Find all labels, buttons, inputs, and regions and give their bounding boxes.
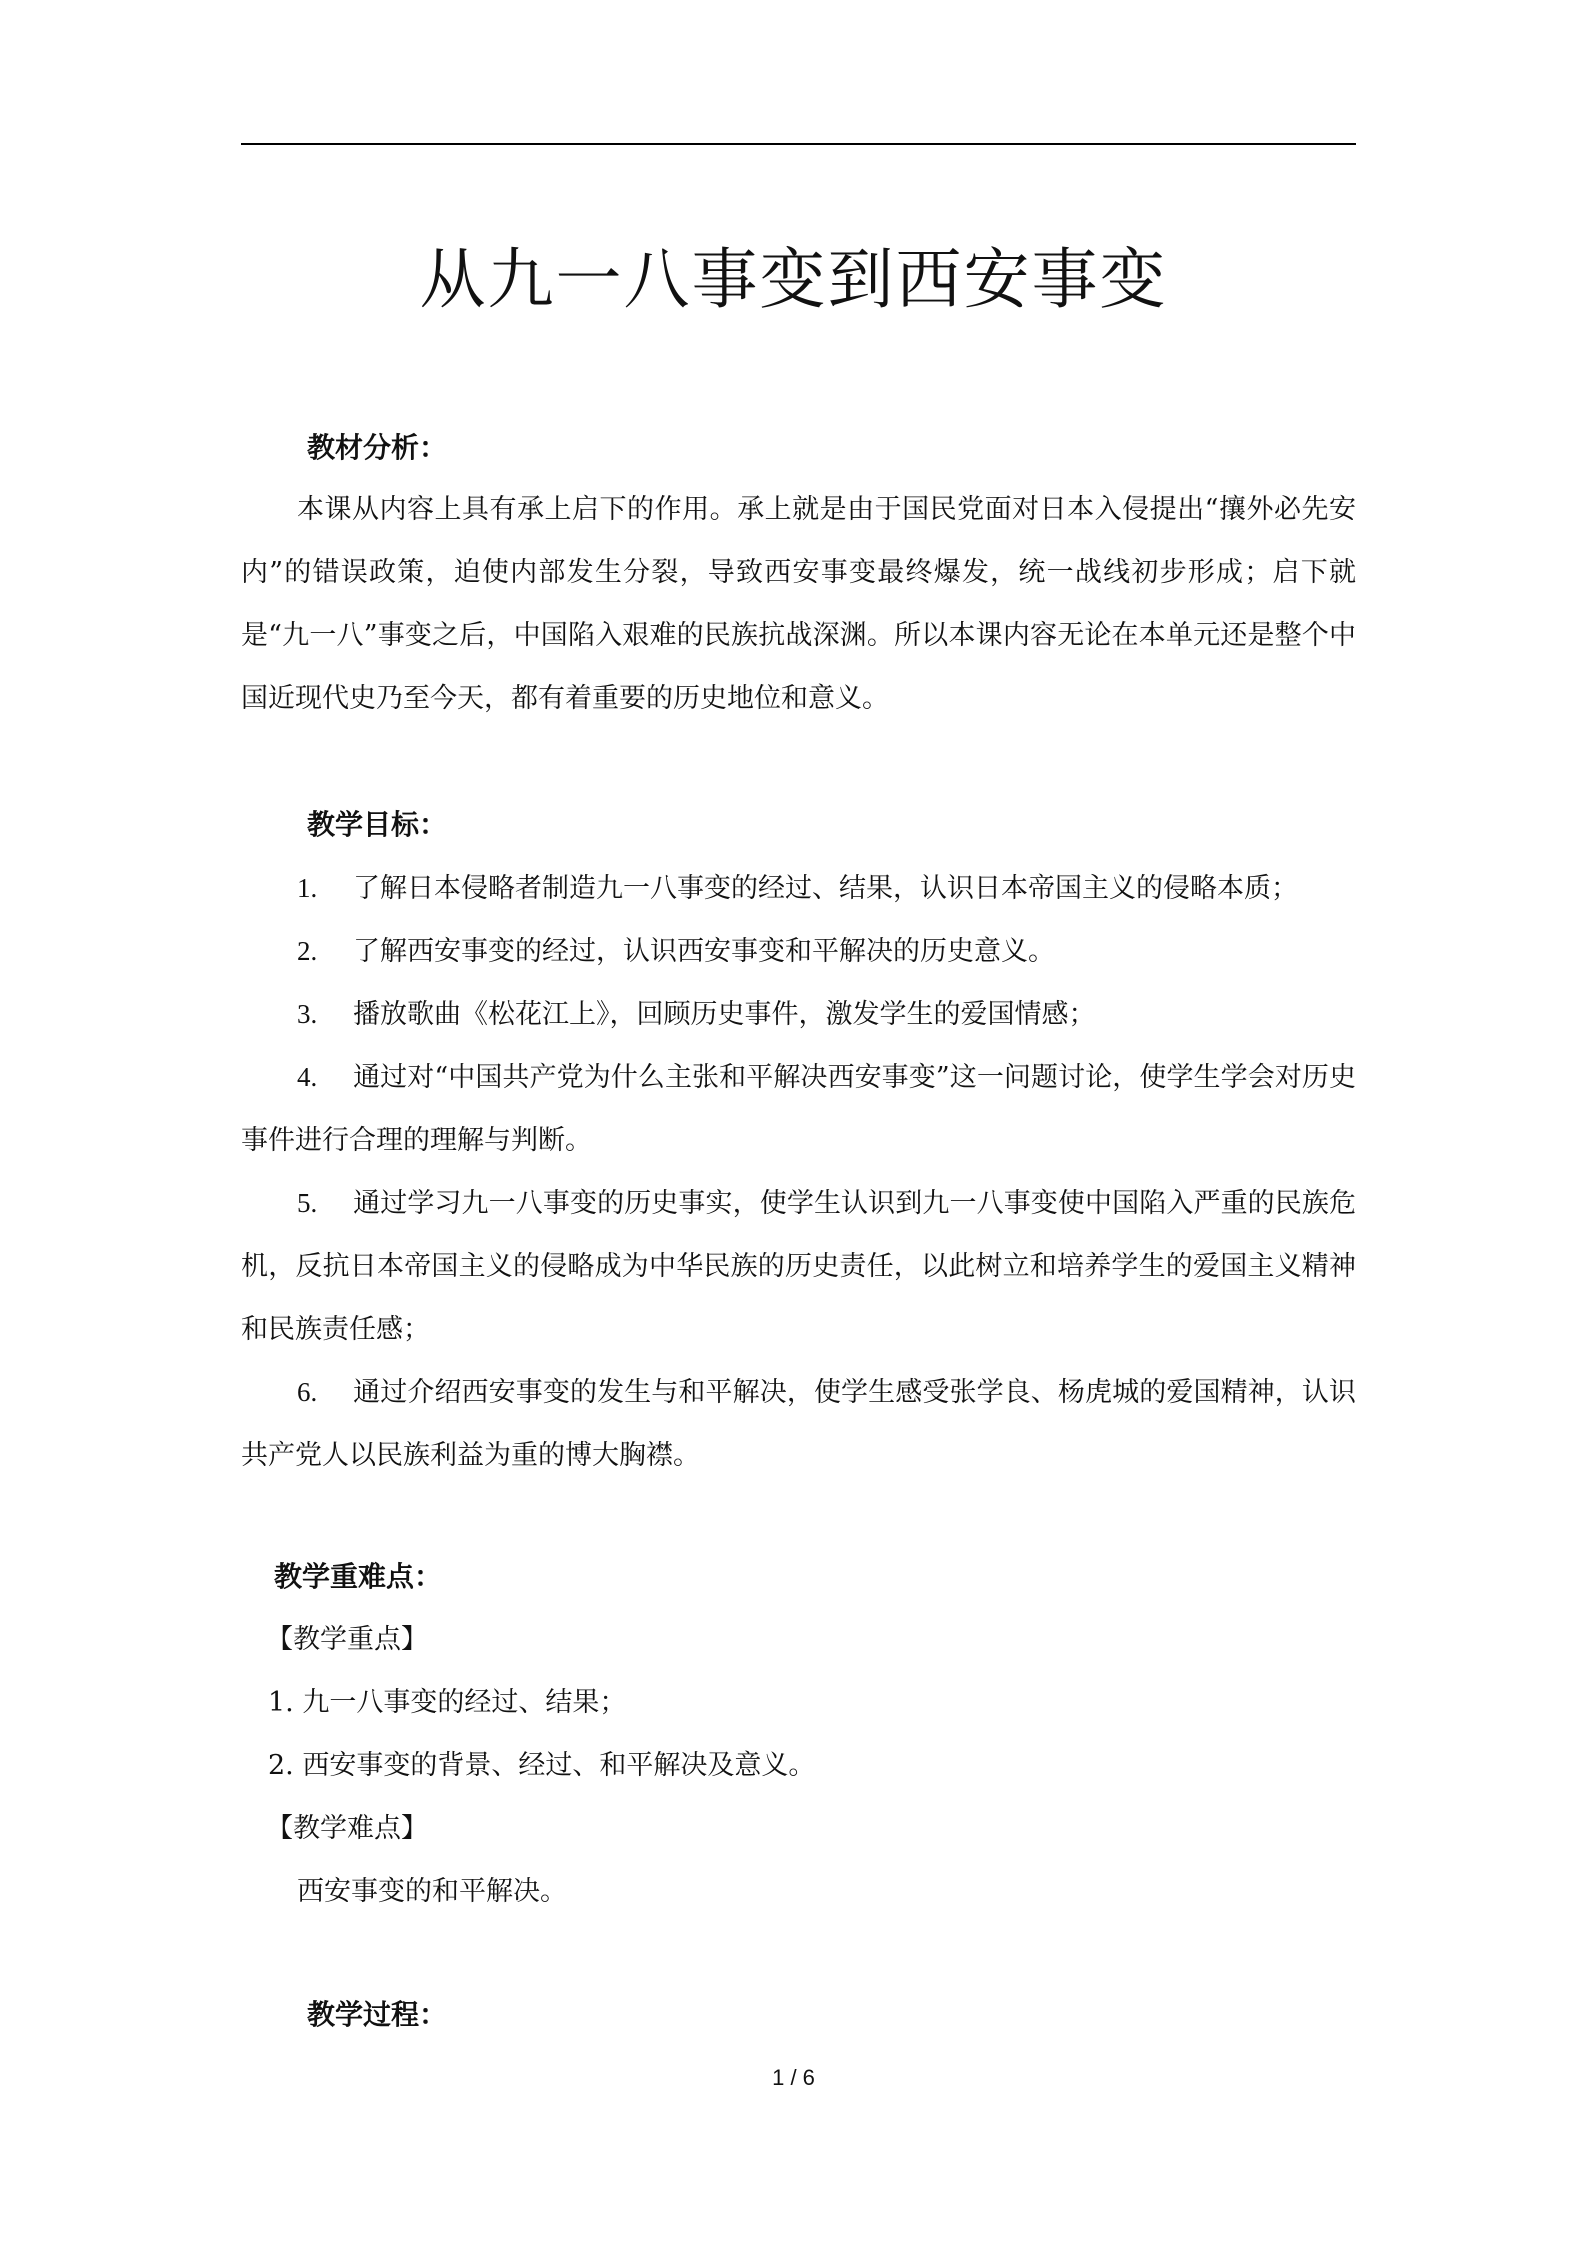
objectives-heading: 教学目标： (307, 808, 448, 841)
objective-number: 6. (297, 1377, 318, 1407)
focus-item-1: 1. 九一八事变的经过、结果； (268, 1687, 627, 1718)
analysis-heading: 教材分析： (307, 431, 448, 464)
analysis-paragraph: 本课从内容上具有承上启下的作用。承上就是由于国民党面对日本入侵提出“攘外必先安内”的错误政策，迫使内部发生分裂，导致西安事变最终爆发，统一战线初步形成；启下就是“九一八”事变之后，中国陷入艰难的民族抗战深渊。所以本课内容无论在本单元还是整个中国近现代史乃至今天，都有着重要的历史地位和意义。 (241, 494, 1356, 714)
objective-text: 通过对“中国共产党为什么主张和平解决西安事变”这一问题讨论，使学生学会对历史事件进行合理的理解与判断。 (241, 1062, 1356, 1156)
objective-text: 播放歌曲《松花江上》，回顾历史事件，激发学生的爱国情感； (353, 999, 1096, 1030)
header-rule (241, 143, 1356, 145)
objective-item-3 (241, 983, 1356, 1046)
key-points-heading: 教学重难点： (274, 1560, 443, 1593)
page-number: 1 / 6 (772, 2065, 815, 2090)
objective-item-2 (241, 920, 1356, 983)
objective-text: 了解西安事变的经过，认识西安事变和平解决的历史意义。 (353, 936, 1055, 967)
objective-item-4 (241, 1046, 1356, 1172)
focus-label: 【教学重点】 (266, 1624, 428, 1655)
difficulty-label: 【教学难点】 (266, 1813, 428, 1844)
objective-number: 3. (297, 999, 318, 1029)
objective-number: 5. (297, 1188, 318, 1218)
difficulty-text: 西安事变的和平解决。 (297, 1876, 567, 1907)
objective-item-1 (241, 857, 1356, 920)
objective-item-5 (241, 1172, 1356, 1361)
objective-number: 4. (297, 1062, 318, 1092)
objective-text: 了解日本侵略者制造九一八事变的经过、结果，认识日本帝国主义的侵略本质； (353, 873, 1298, 904)
objective-number: 1. (297, 873, 318, 903)
objective-text: 通过介绍西安事变的发生与和平解决，使学生感受张学良、杨虎城的爱国精神，认识共产党人以民族利益为重的博大胸襟。 (241, 1377, 1356, 1471)
objective-text: 通过学习九一八事变的历史事实，使学生认识到九一八事变使中国陷入严重的民族危机，反抗日本帝国主义的侵略成为中华民族的历史责任，以此树立和培养学生的爱国主义精神和民族责任感； (241, 1188, 1356, 1345)
process-heading: 教学过程： (307, 1998, 448, 2031)
focus-item-2: 2. 西安事变的背景、经过、和平解决及意义。 (268, 1750, 816, 1781)
objective-number: 2. (297, 936, 318, 966)
objective-item-6 (241, 1361, 1356, 1487)
document-title: 从九一八事变到西安事变 (419, 241, 1168, 318)
